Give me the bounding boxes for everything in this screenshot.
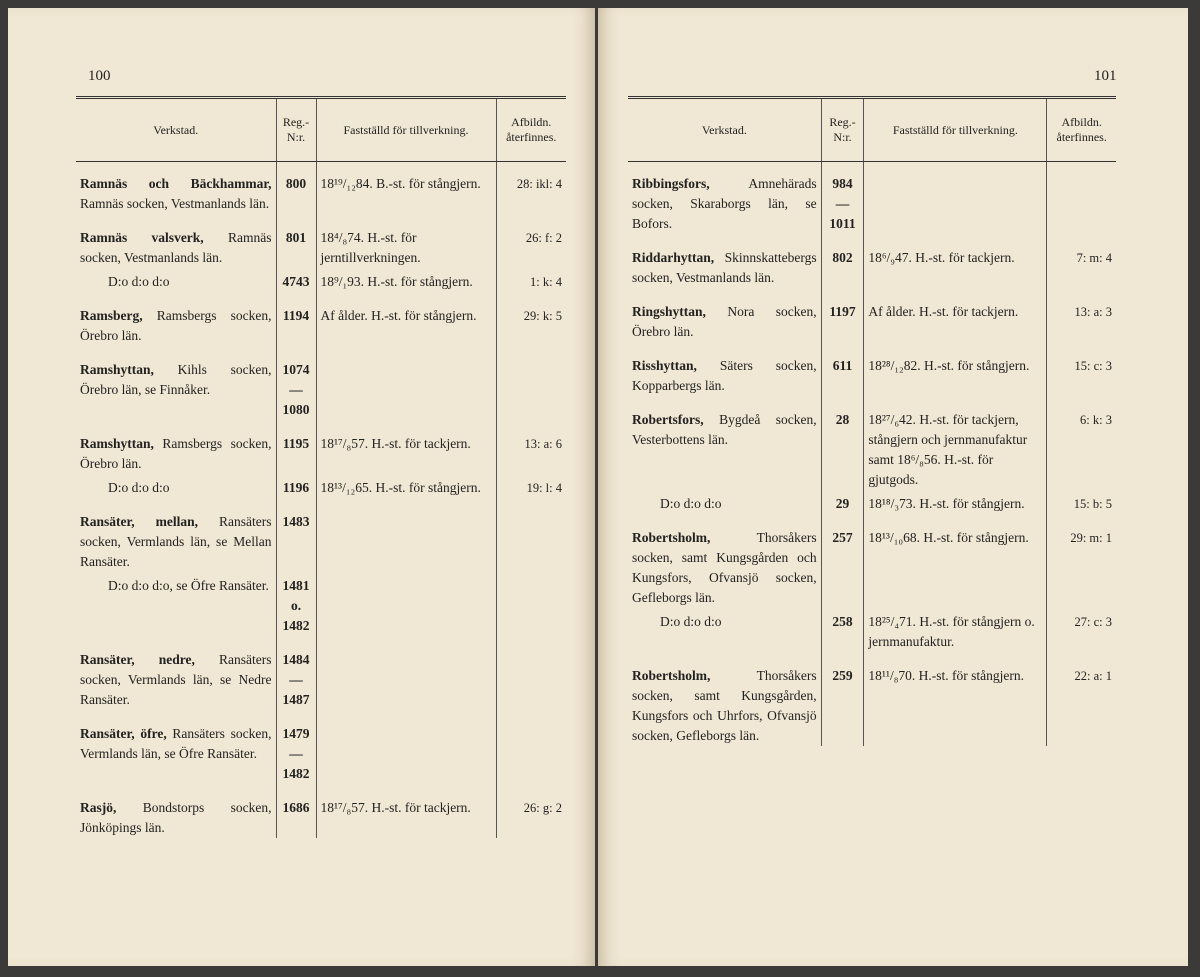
reg-number: 1479—1482 xyxy=(276,710,316,784)
header-image: Afbildn. återfinnes. xyxy=(1047,98,1116,162)
table-row xyxy=(76,636,566,710)
reg-number: 1194 xyxy=(276,292,316,346)
fixed-cell xyxy=(864,396,1047,490)
table-row xyxy=(76,268,566,292)
reg-number: 1196 xyxy=(276,474,316,498)
workshop-name: Robertsfors, xyxy=(632,412,704,427)
workshop-cell xyxy=(628,514,821,608)
fixed-text: H.-st. för stångjern. xyxy=(923,530,1029,545)
workshop-cell xyxy=(76,268,276,292)
image-ref: 7: m: 4 xyxy=(1047,234,1116,288)
header-fixed: Fastställd för tillverkning. xyxy=(316,98,496,162)
image-ref: 26: g: 2 xyxy=(496,784,566,838)
ledger-table xyxy=(76,96,566,838)
fixed-cell xyxy=(864,608,1047,652)
image-ref: 29: k: 5 xyxy=(496,292,566,346)
fixed-date: Af ålder. xyxy=(320,308,368,323)
workshop-name: Robertsholm, xyxy=(632,530,711,545)
workshop-cell xyxy=(628,342,821,396)
fixed-date: 18²⁷/₆42. xyxy=(868,412,916,427)
fixed-cell xyxy=(316,268,496,292)
reg-number: 801 xyxy=(276,214,316,268)
table-row xyxy=(628,490,1116,514)
workshop-location: Amnehärads socken, Skaraborgs län, se Bofors. xyxy=(632,176,817,231)
workshop-name: Ramnäs valsverk, xyxy=(80,230,204,245)
workshop-cell xyxy=(76,162,276,215)
workshop-cell xyxy=(76,498,276,572)
reg-number: 1197 xyxy=(821,288,864,342)
reg-number: 1074—1080 xyxy=(276,346,316,420)
image-ref xyxy=(496,572,566,636)
fixed-date: 18²⁸/₁₂82. xyxy=(868,358,921,373)
workshop-location: Kihls socken, Örebro län, se Finnåker. xyxy=(80,362,272,397)
workshop-location: Nora socken, Örebro län. xyxy=(632,304,817,339)
workshop-location: Ransäters socken, Vermlands län, se Öfre Ransäter. xyxy=(80,726,272,761)
workshop-cell xyxy=(628,234,821,288)
fixed-text: H.-st. för stångjern. xyxy=(918,668,1025,683)
workshop-cell xyxy=(628,490,821,514)
fixed-text: B.-st. för stångjern. xyxy=(376,176,481,191)
reg-number: 1686 xyxy=(276,784,316,838)
workshop-location: Thorsåkers socken, samt Kungsgården, Kungsfors och Uhrfors, Ofvansjö socken, Gefleborgs län. xyxy=(632,668,817,743)
fixed-text: H.-st. för stångjern. xyxy=(371,308,477,323)
fixed-cell xyxy=(316,420,496,474)
workshop-cell xyxy=(76,710,276,784)
image-ref: 15: c: 3 xyxy=(1047,342,1116,396)
workshop-location: Thorsåkers socken, samt Kungsgården och Kungsfors, Ofvansjö socken, Gefleborgs län. xyxy=(632,530,817,605)
image-ref xyxy=(496,636,566,710)
image-ref: 28: ikl: 4 xyxy=(496,162,566,215)
table-row xyxy=(76,292,566,346)
header-workshop: Verkstad. xyxy=(76,98,276,162)
workshop-cell xyxy=(628,288,821,342)
image-ref: 13: a: 6 xyxy=(496,420,566,474)
workshop-cell xyxy=(76,572,276,636)
reg-number: 4743 xyxy=(276,268,316,292)
image-ref: 29: m: 1 xyxy=(1047,514,1116,608)
workshop-name: Ribbingsfors, xyxy=(632,176,710,191)
header-fixed: Fastställd för tillverkning. xyxy=(864,98,1047,162)
reg-number: 1195 xyxy=(276,420,316,474)
fixed-text: H.-st. för stångjern. xyxy=(367,274,473,289)
workshop-cell xyxy=(76,784,276,838)
table-row xyxy=(76,474,566,498)
reg-number: 1481 o. 1482 xyxy=(276,572,316,636)
workshop-location: Ramnäs socken, Vestmanlands län. xyxy=(80,230,272,265)
image-ref: 6: k: 3 xyxy=(1047,396,1116,490)
left-page xyxy=(8,8,595,966)
workshop-cell xyxy=(76,214,276,268)
fixed-date: 18¹¹/₈70. xyxy=(868,668,916,683)
image-ref xyxy=(496,498,566,572)
fixed-cell xyxy=(316,474,496,498)
fixed-text: H.-st. för tackjern. xyxy=(371,800,471,815)
workshop-cell xyxy=(76,474,276,498)
fixed-text: H.-st. för stångjern. xyxy=(375,480,481,495)
ledger-table xyxy=(628,96,1116,746)
fixed-cell xyxy=(316,636,496,710)
fixed-date: 18¹⁷/₈57. xyxy=(320,436,369,451)
workshop-name: Ringshyttan, xyxy=(632,304,706,319)
table-row xyxy=(76,162,566,215)
table-row xyxy=(628,234,1116,288)
table-row xyxy=(76,346,566,420)
ditto-name: D:o d:o d:o xyxy=(660,496,722,511)
workshop-cell xyxy=(76,420,276,474)
fixed-text: H.-st. för tackjern. xyxy=(915,250,1015,265)
workshop-location: Ransäters socken, Vermlands län, se Mellan Ransäter. xyxy=(80,514,272,569)
workshop-location: Bygdeå socken, Vesterbottens län. xyxy=(632,412,817,447)
fixed-date: 18¹⁹/₁₂84. xyxy=(320,176,373,191)
ditto-name: D:o d:o d:o xyxy=(108,274,170,289)
fixed-cell xyxy=(316,784,496,838)
image-ref: 22: a: 1 xyxy=(1047,652,1116,746)
workshop-location: Öfre Ransäter. xyxy=(190,578,269,593)
table-row xyxy=(76,710,566,784)
fixed-cell xyxy=(864,162,1047,235)
fixed-cell xyxy=(316,346,496,420)
table-row xyxy=(76,498,566,572)
reg-number: 1484—1487 xyxy=(276,636,316,710)
table-row xyxy=(628,396,1116,490)
table-row xyxy=(628,162,1116,235)
workshop-name: Rasjö, xyxy=(80,800,117,815)
fixed-text: H.-st. för jerntillverkningen. xyxy=(320,230,421,265)
page-number: 101 xyxy=(1094,68,1117,84)
reg-number: 29 xyxy=(821,490,864,514)
ditto-name: D:o d:o d:o, se xyxy=(108,578,188,593)
fixed-cell xyxy=(864,234,1047,288)
fixed-cell xyxy=(316,292,496,346)
reg-number: 984—1011 xyxy=(821,162,864,235)
workshop-location: Ransäters socken, Vermlands län, se Nedre Ransäter. xyxy=(80,652,272,707)
ditto-name: D:o d:o d:o xyxy=(108,480,170,495)
image-ref: 15: b: 5 xyxy=(1047,490,1116,514)
image-ref: 26: f: 2 xyxy=(496,214,566,268)
workshop-cell xyxy=(76,636,276,710)
page-number: 100 xyxy=(88,68,111,84)
header-workshop: Verkstad. xyxy=(628,98,821,162)
fixed-date: Af ålder. xyxy=(868,304,916,319)
fixed-text: H.-st. för stångjern. xyxy=(919,496,1025,511)
fixed-text: H.-st. för tackjern. xyxy=(371,436,471,451)
fixed-date: 18¹⁸/₃73. xyxy=(868,496,916,511)
header-image: Afbildn. återfinnes. xyxy=(496,98,566,162)
fixed-cell xyxy=(316,498,496,572)
workshop-name: Riddarhyttan, xyxy=(632,250,715,265)
fixed-date: 18²⁵/₄71. xyxy=(868,614,916,629)
fixed-date: 18¹⁷/₈57. xyxy=(320,800,369,815)
workshop-location: Ramsbergs socken, Örebro län. xyxy=(80,436,272,471)
reg-number: 800 xyxy=(276,162,316,215)
image-ref: 19: l: 4 xyxy=(496,474,566,498)
workshop-cell xyxy=(628,608,821,652)
fixed-cell xyxy=(316,572,496,636)
workshop-cell xyxy=(628,162,821,235)
table-row xyxy=(628,652,1116,746)
image-ref xyxy=(1047,162,1116,235)
workshop-name: Ramshyttan, xyxy=(80,362,154,377)
table-row xyxy=(628,288,1116,342)
workshop-cell xyxy=(628,652,821,746)
table-row xyxy=(76,420,566,474)
fixed-cell xyxy=(864,514,1047,608)
workshop-location: Bondstorps socken, Jönköpings län. xyxy=(80,800,272,835)
table-row xyxy=(628,514,1116,608)
fixed-cell xyxy=(864,342,1047,396)
workshop-name: Risshyttan, xyxy=(632,358,697,373)
fixed-date: 18¹³/₁₂65. xyxy=(320,480,373,495)
table-row xyxy=(628,608,1116,652)
image-ref xyxy=(496,710,566,784)
workshop-name: Ransäter, nedre, xyxy=(80,652,195,667)
fixed-cell xyxy=(316,162,496,215)
workshop-name: Robertsholm, xyxy=(632,668,711,683)
workshop-location: Säters socken, Kopparbergs län. xyxy=(632,358,817,393)
image-ref: 1: k: 4 xyxy=(496,268,566,292)
workshop-name: Ransäter, mellan, xyxy=(80,514,199,529)
reg-number: 1483 xyxy=(276,498,316,572)
reg-number: 257 xyxy=(821,514,864,608)
workshop-location: Ramsbergs socken, Örebro län. xyxy=(80,308,272,343)
reg-number: 611 xyxy=(821,342,864,396)
image-ref: 27: c: 3 xyxy=(1047,608,1116,652)
ledger-body xyxy=(76,162,566,839)
ledger-body xyxy=(628,162,1116,747)
image-ref: 13: a: 3 xyxy=(1047,288,1116,342)
fixed-date: 18¹³/₁₀68. xyxy=(868,530,920,545)
workshop-name: Ramnäs och Bäckhammar, xyxy=(80,176,272,191)
table-row xyxy=(76,214,566,268)
reg-number: 258 xyxy=(821,608,864,652)
table-row xyxy=(76,784,566,838)
ditto-name: D:o d:o d:o xyxy=(660,614,722,629)
fixed-cell xyxy=(864,490,1047,514)
fixed-date: 18⁶/₉47. xyxy=(868,250,912,265)
workshop-name: Ramsberg, xyxy=(80,308,143,323)
fixed-text: H.-st. för stångjern o. jernmanufaktur. xyxy=(868,614,1035,649)
fixed-date: 18⁹/₁93. xyxy=(320,274,365,289)
fixed-cell xyxy=(316,214,496,268)
right-page xyxy=(598,8,1188,966)
fixed-cell xyxy=(864,288,1047,342)
workshop-name: Ramshyttan, xyxy=(80,436,154,451)
fixed-text: H.-st. för stångjern. xyxy=(924,358,1030,373)
workshop-location: Ramnäs socken, Vestmanlands län. xyxy=(80,196,270,211)
table-row xyxy=(76,572,566,636)
workshop-cell xyxy=(76,292,276,346)
reg-number: 259 xyxy=(821,652,864,746)
fixed-cell xyxy=(316,710,496,784)
header-reg: Reg.-N:r. xyxy=(276,98,316,162)
workshop-location: Skinnskattebergs socken, Vestmanlands län. xyxy=(632,250,817,285)
fixed-text: H.-st. för tackjern. xyxy=(918,304,1019,319)
fixed-date: 18⁴/₈74. xyxy=(320,230,365,245)
fixed-cell xyxy=(864,652,1047,746)
fixed-text: H.-st. för tackjern, stångjern och jernmanufaktur samt 18⁶/₈56. H.-st. för gjutgods. xyxy=(868,412,1028,487)
workshop-cell xyxy=(628,396,821,490)
image-ref xyxy=(496,346,566,420)
table-row xyxy=(628,342,1116,396)
workshop-cell xyxy=(76,346,276,420)
header-reg: Reg.-N:r. xyxy=(821,98,864,162)
workshop-name: Ransäter, öfre, xyxy=(80,726,167,741)
reg-number: 28 xyxy=(821,396,864,490)
reg-number: 802 xyxy=(821,234,864,288)
